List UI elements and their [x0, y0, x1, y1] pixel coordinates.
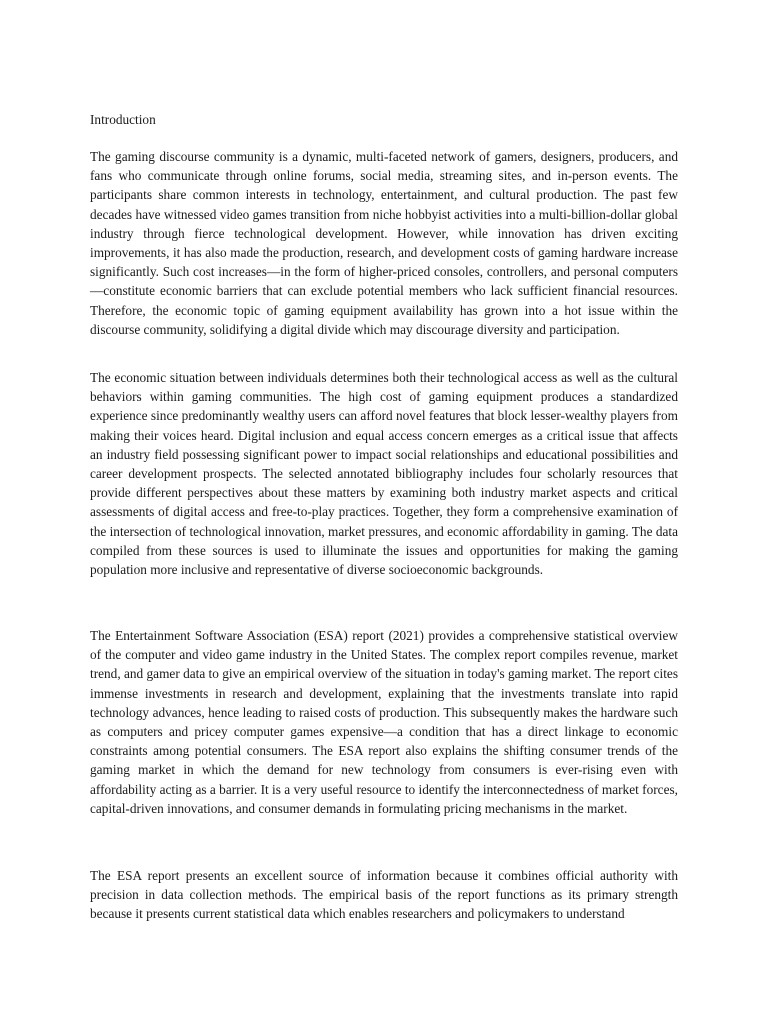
paragraph-economic-situation: The economic situation between individuals determines both their technological access as well as the cultural behaviors within gaming communities. The high cost of gaming equipment produces a standardized experience since predominantly wealthy users can afford novel features that block lesser-wealthy players from making their voices heard. Digital inclusion and equal access concern emerges as a critical issue that affects an industry field possessing significant power to impact social relationships and educational possibilities and career development prospects. The selected annotated bibliography includes four scholarly resources that provide different perspectives about these matters by examining both industry market aspects and critical assessments of digital access and free-to-play practices. Together, they form a comprehensive examination of the intersection of technological innovation, market pressures, and economic affordability in gaming. The data compiled from these sources is used to illuminate the issues and opportunities for making the gaming population more inclusive and representative of diverse socioeconomic backgrounds. — [90, 370, 678, 578]
paragraph-esa-report-evaluation: The ESA report presents an excellent source of information because it combines official authority with precision in data collection methods. The empirical basis of the report functions as its primary strength because it presents current statistical data which enables researchers and policymakers to understand — [90, 868, 678, 922]
section-heading: Introduction — [90, 112, 156, 127]
document-page — [90, 0, 678, 1024]
paragraph-esa-report-overview: The Entertainment Software Association (ESA) report (2021) provides a comprehensive statistical overview of the computer and video game industry in the United States. The complex report compiles revenue, market trend, and gamer data to give an empirical overview of the situation in today's gaming market. The report cites immense investments in research and development, explaining that the investments translate into rapid technology advances, hence leading to raised costs of production. This subsequently makes the hardware such as computers and pricey computer games expensive—a condition that has a direct linkage to economic constraints among potential consumers. The ESA report also explains the shifting consumer trends of the gaming market in which the demand for new technology from consumers is ever-rising even with affordability acting as a barrier. It is a very useful resource to identify the interconnectedness of market forces, capital-driven innovations, and consumer demands in formulating pricing mechanisms in the market. — [90, 628, 678, 816]
paragraph-introduction: The gaming discourse community is a dynamic, multi-faceted network of gamers, designers, producers, and fans who communicate through online forums, social media, streaming sites, and in-person events. The participants share common interests in technology, entertainment, and cultural production. The past few decades have witnessed video games transition from niche hobbyist activities into a multi-billion-dollar global industry through fierce technological development. However, while innovation has driven exciting improvements, it has also made the production, research, and development costs of gaming hardware increase significantly. Such cost increases—in the form of higher-priced consoles, controllers, and personal computers—constitute economic barriers that can exclude potential members who lack sufficient financial resources. Therefore, the economic topic of gaming equipment availability has grown into a hot issue within the discourse community, solidifying a digital divide which may discourage diversity and participation. — [90, 149, 678, 337]
